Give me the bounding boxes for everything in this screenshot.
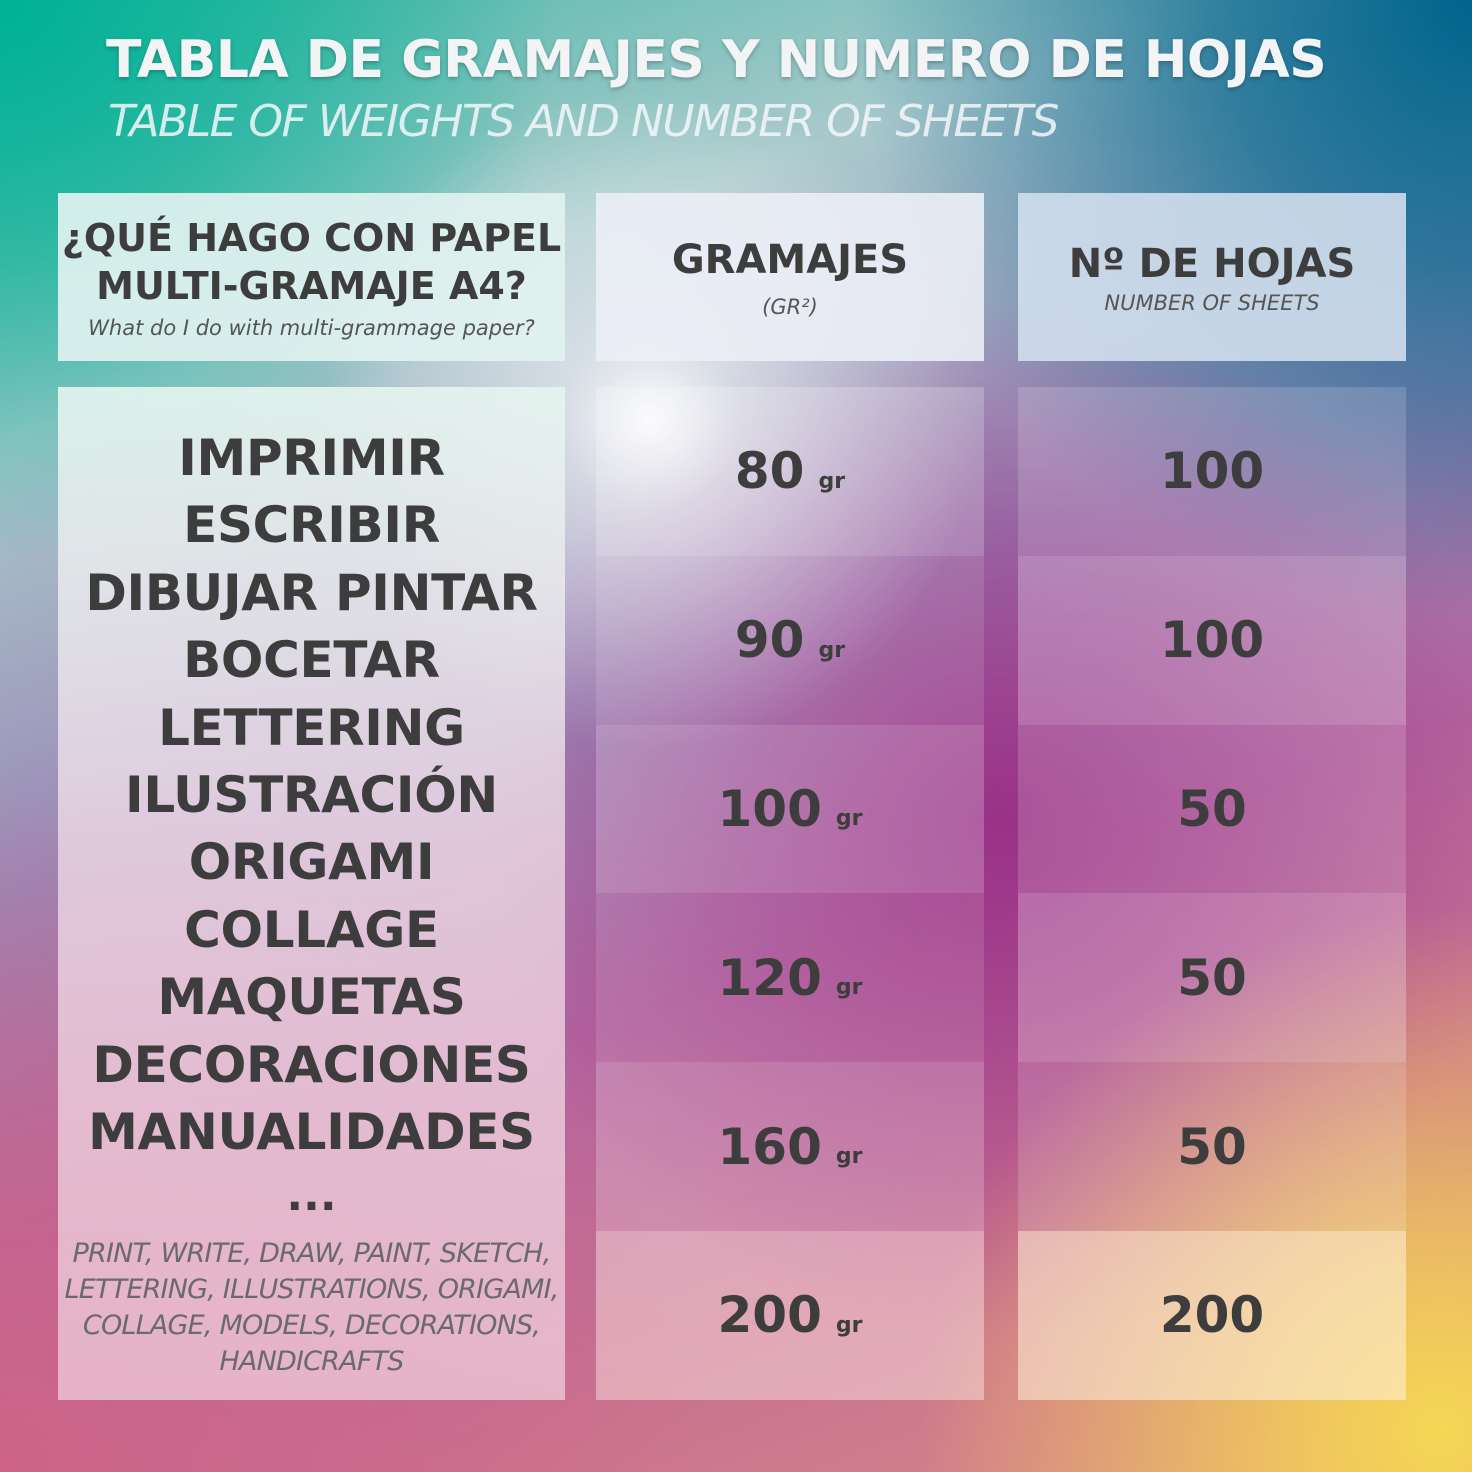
page-title: TABLA DE GRAMAJES Y NUMERO DE HOJAS [106,30,1327,90]
weight-cell [596,1231,984,1400]
header-sheets-sub: NUMBER OF SHEETS [1104,291,1320,315]
weight-unit: gr [818,468,846,494]
use-item: ORIGAMI [188,833,435,892]
uses-column [58,387,565,1400]
weight-cell [596,1062,984,1231]
use-item: DECORACIONES [92,1035,531,1094]
use-item: COLLAGE [184,900,439,959]
header-weights [596,193,984,361]
header-sheets [1018,193,1406,361]
use-item: ILUSTRACIÓN [125,766,498,825]
weight-value: 80 [734,442,805,501]
weight-unit: gr [835,1144,863,1170]
weight-cell [596,556,984,725]
weights-column [596,387,984,1400]
weight-unit: gr [818,637,846,663]
sheets-cell: 200 [1018,1231,1406,1400]
sheets-cell: 100 [1018,387,1406,556]
header-uses-sub: What do I do with multi-grammage paper? [88,316,535,340]
sheets-cell: 50 [1018,725,1406,894]
uses-list [85,425,537,1166]
use-item: BOCETAR [183,631,440,690]
weight-unit: gr [835,1312,863,1338]
uses-english: PRINT, WRITE, DRAW, PAINT, SKETCH, LETTERING, ILLUSTRATIONS, ORIGAMI, COLLAGE, MODELS, DECORATIONS, HANDICRAFTS [64,1238,559,1378]
header-weights-sub: (GR²) [762,295,818,319]
weight-unit: gr [835,806,863,832]
weight-unit: gr [835,975,863,1001]
use-item: DIBUJAR PINTAR [85,563,538,622]
weight-value: 100 [717,779,822,838]
sheets-cell: 100 [1018,556,1406,725]
use-item: IMPRIMIR [178,429,445,487]
weight-cell [596,725,984,894]
header-weights-label: GRAMAJES [671,237,909,283]
header-uses [58,193,565,361]
use-item: LETTERING [158,698,465,757]
use-item: MANUALIDADES [88,1103,535,1162]
weight-cell [596,893,984,1062]
weight-value: 160 [717,1117,822,1176]
sheets-column [1018,387,1406,1400]
weight-value: 120 [717,948,822,1007]
header-uses-line2: MULTI-GRAMAJE A4? [96,264,527,308]
header-sheets-label: Nº DE HOJAS [1068,241,1356,287]
use-item: ESCRIBIR [183,496,440,555]
weight-value: 200 [717,1286,822,1345]
weight-value: 90 [734,611,805,670]
weight-cell [596,387,984,556]
use-item: MAQUETAS [157,968,466,1027]
header-uses-line1: ¿QUÉ HAGO CON PAPEL [61,216,562,260]
sheets-cell: 50 [1018,1062,1406,1231]
uses-ellipsis: ... [286,1170,337,1222]
sheets-cell: 50 [1018,893,1406,1062]
page-subtitle: TABLE OF WEIGHTS AND NUMBER OF SHEETS [108,96,1058,147]
